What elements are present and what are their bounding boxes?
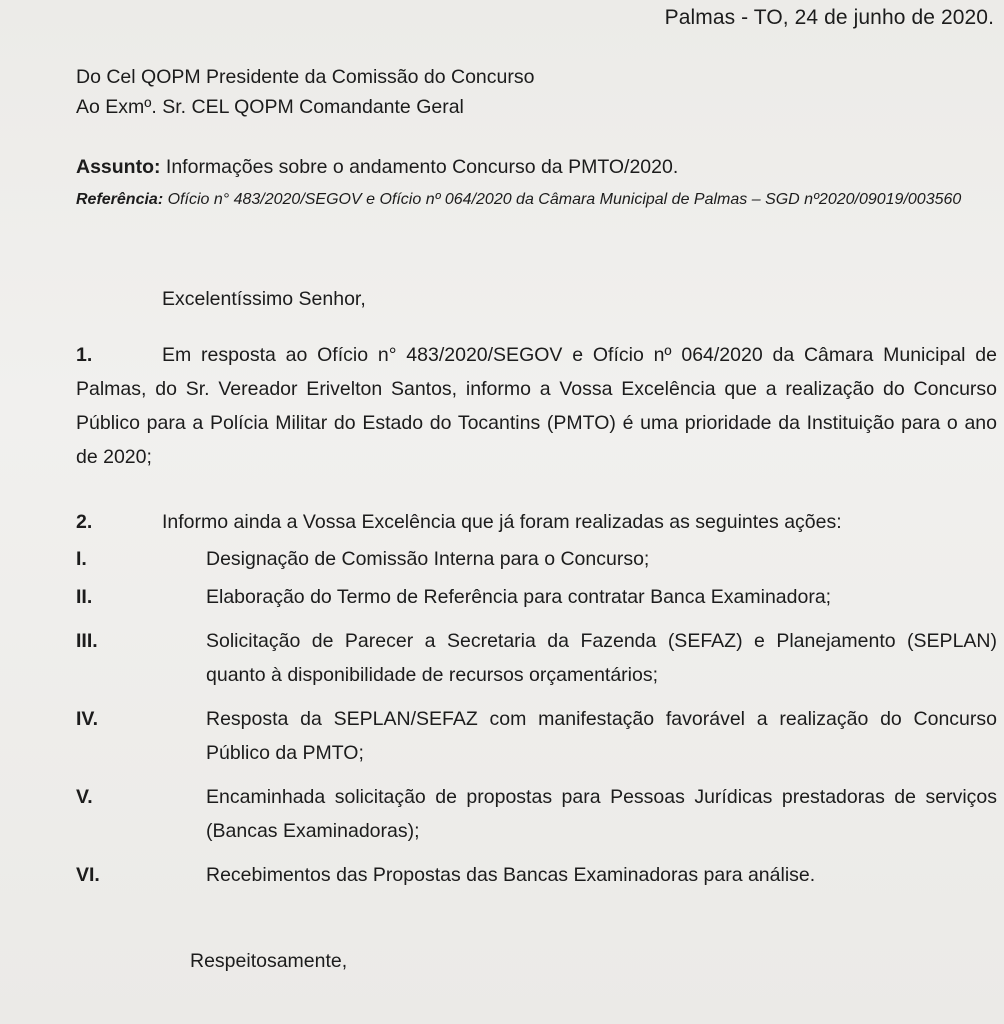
roman-numeral: I. xyxy=(76,548,87,570)
recipient-line: Ao Exmº. Sr. CEL QOPM Comandante Geral xyxy=(76,96,464,118)
roman-numeral: IV. xyxy=(76,708,99,730)
roman-numeral: V. xyxy=(76,786,93,808)
paragraph-text: Em resposta ao Ofício n° 483/2020/SEGOV e Ofício nº 064/2020 da Câmara Municipal de Palmas, do Sr. Vereador Erivelton Santos, informo a Vossa Excelência que a realização do Concurso Público para a Polícia Militar do Estado do Tocantins (PMTO) é uma prioridade da Instituição para o ano de 2020; xyxy=(76,344,997,468)
list-item xyxy=(76,702,997,770)
list-item xyxy=(76,624,997,692)
roman-numeral: VI. xyxy=(76,864,100,886)
paragraph-number: 1. xyxy=(76,344,93,366)
list-item xyxy=(76,542,997,576)
list-item-text: Resposta da SEPLAN/SEFAZ com manifestação favorável a realização do Concurso Público da PMTO; xyxy=(206,708,997,764)
paragraph-number: 2. xyxy=(76,511,93,533)
list-item xyxy=(76,580,997,614)
list-item xyxy=(76,780,997,848)
paragraph-2 xyxy=(76,505,997,539)
list-item-text: Encaminhada solicitação de propostas para Pessoas Jurídicas prestadoras de serviços (Bancas Examinadoras); xyxy=(206,786,997,842)
subject-text: Informações sobre o andamento Concurso da PMTO/2020. xyxy=(160,156,679,178)
roman-numeral: II. xyxy=(76,586,93,608)
list-item xyxy=(76,858,997,892)
list-item-text: Solicitação de Parecer a Secretaria da Fazenda (SEFAZ) e Planejamento (SEPLAN) quanto à disponibilidade de recursos orçamentários; xyxy=(206,630,997,686)
reference-label: Referência: xyxy=(76,191,164,208)
document-date: Palmas - TO, 24 de junho de 2020. xyxy=(664,6,994,29)
paragraph-text: Informo ainda a Vossa Excelência que já foram realizadas as seguintes ações: xyxy=(162,511,842,533)
salutation: Excelentíssimo Senhor, xyxy=(162,288,366,310)
list-item-text: Designação de Comissão Interna para o Concurso; xyxy=(206,548,650,570)
subject-label: Assunto: xyxy=(76,156,161,178)
reference-text: Ofício n° 483/2020/SEGOV e Ofício nº 064/2020 da Câmara Municipal de Palmas – SGD nº2020/09019/003560 xyxy=(163,191,962,208)
reference-line xyxy=(76,189,991,211)
closing-line: Respeitosamente, xyxy=(190,950,348,972)
actions-list xyxy=(76,540,997,892)
list-item-text: Recebimentos das Propostas das Bancas Examinadoras para análise. xyxy=(206,864,816,886)
list-item-text: Elaboração do Termo de Referência para contratar Banca Examinadora; xyxy=(206,586,832,608)
roman-numeral: III. xyxy=(76,630,98,652)
paragraph-1 xyxy=(76,338,997,474)
sender-line: Do Cel QOPM Presidente da Comissão do Concurso xyxy=(76,66,535,88)
subject-line xyxy=(76,156,678,179)
